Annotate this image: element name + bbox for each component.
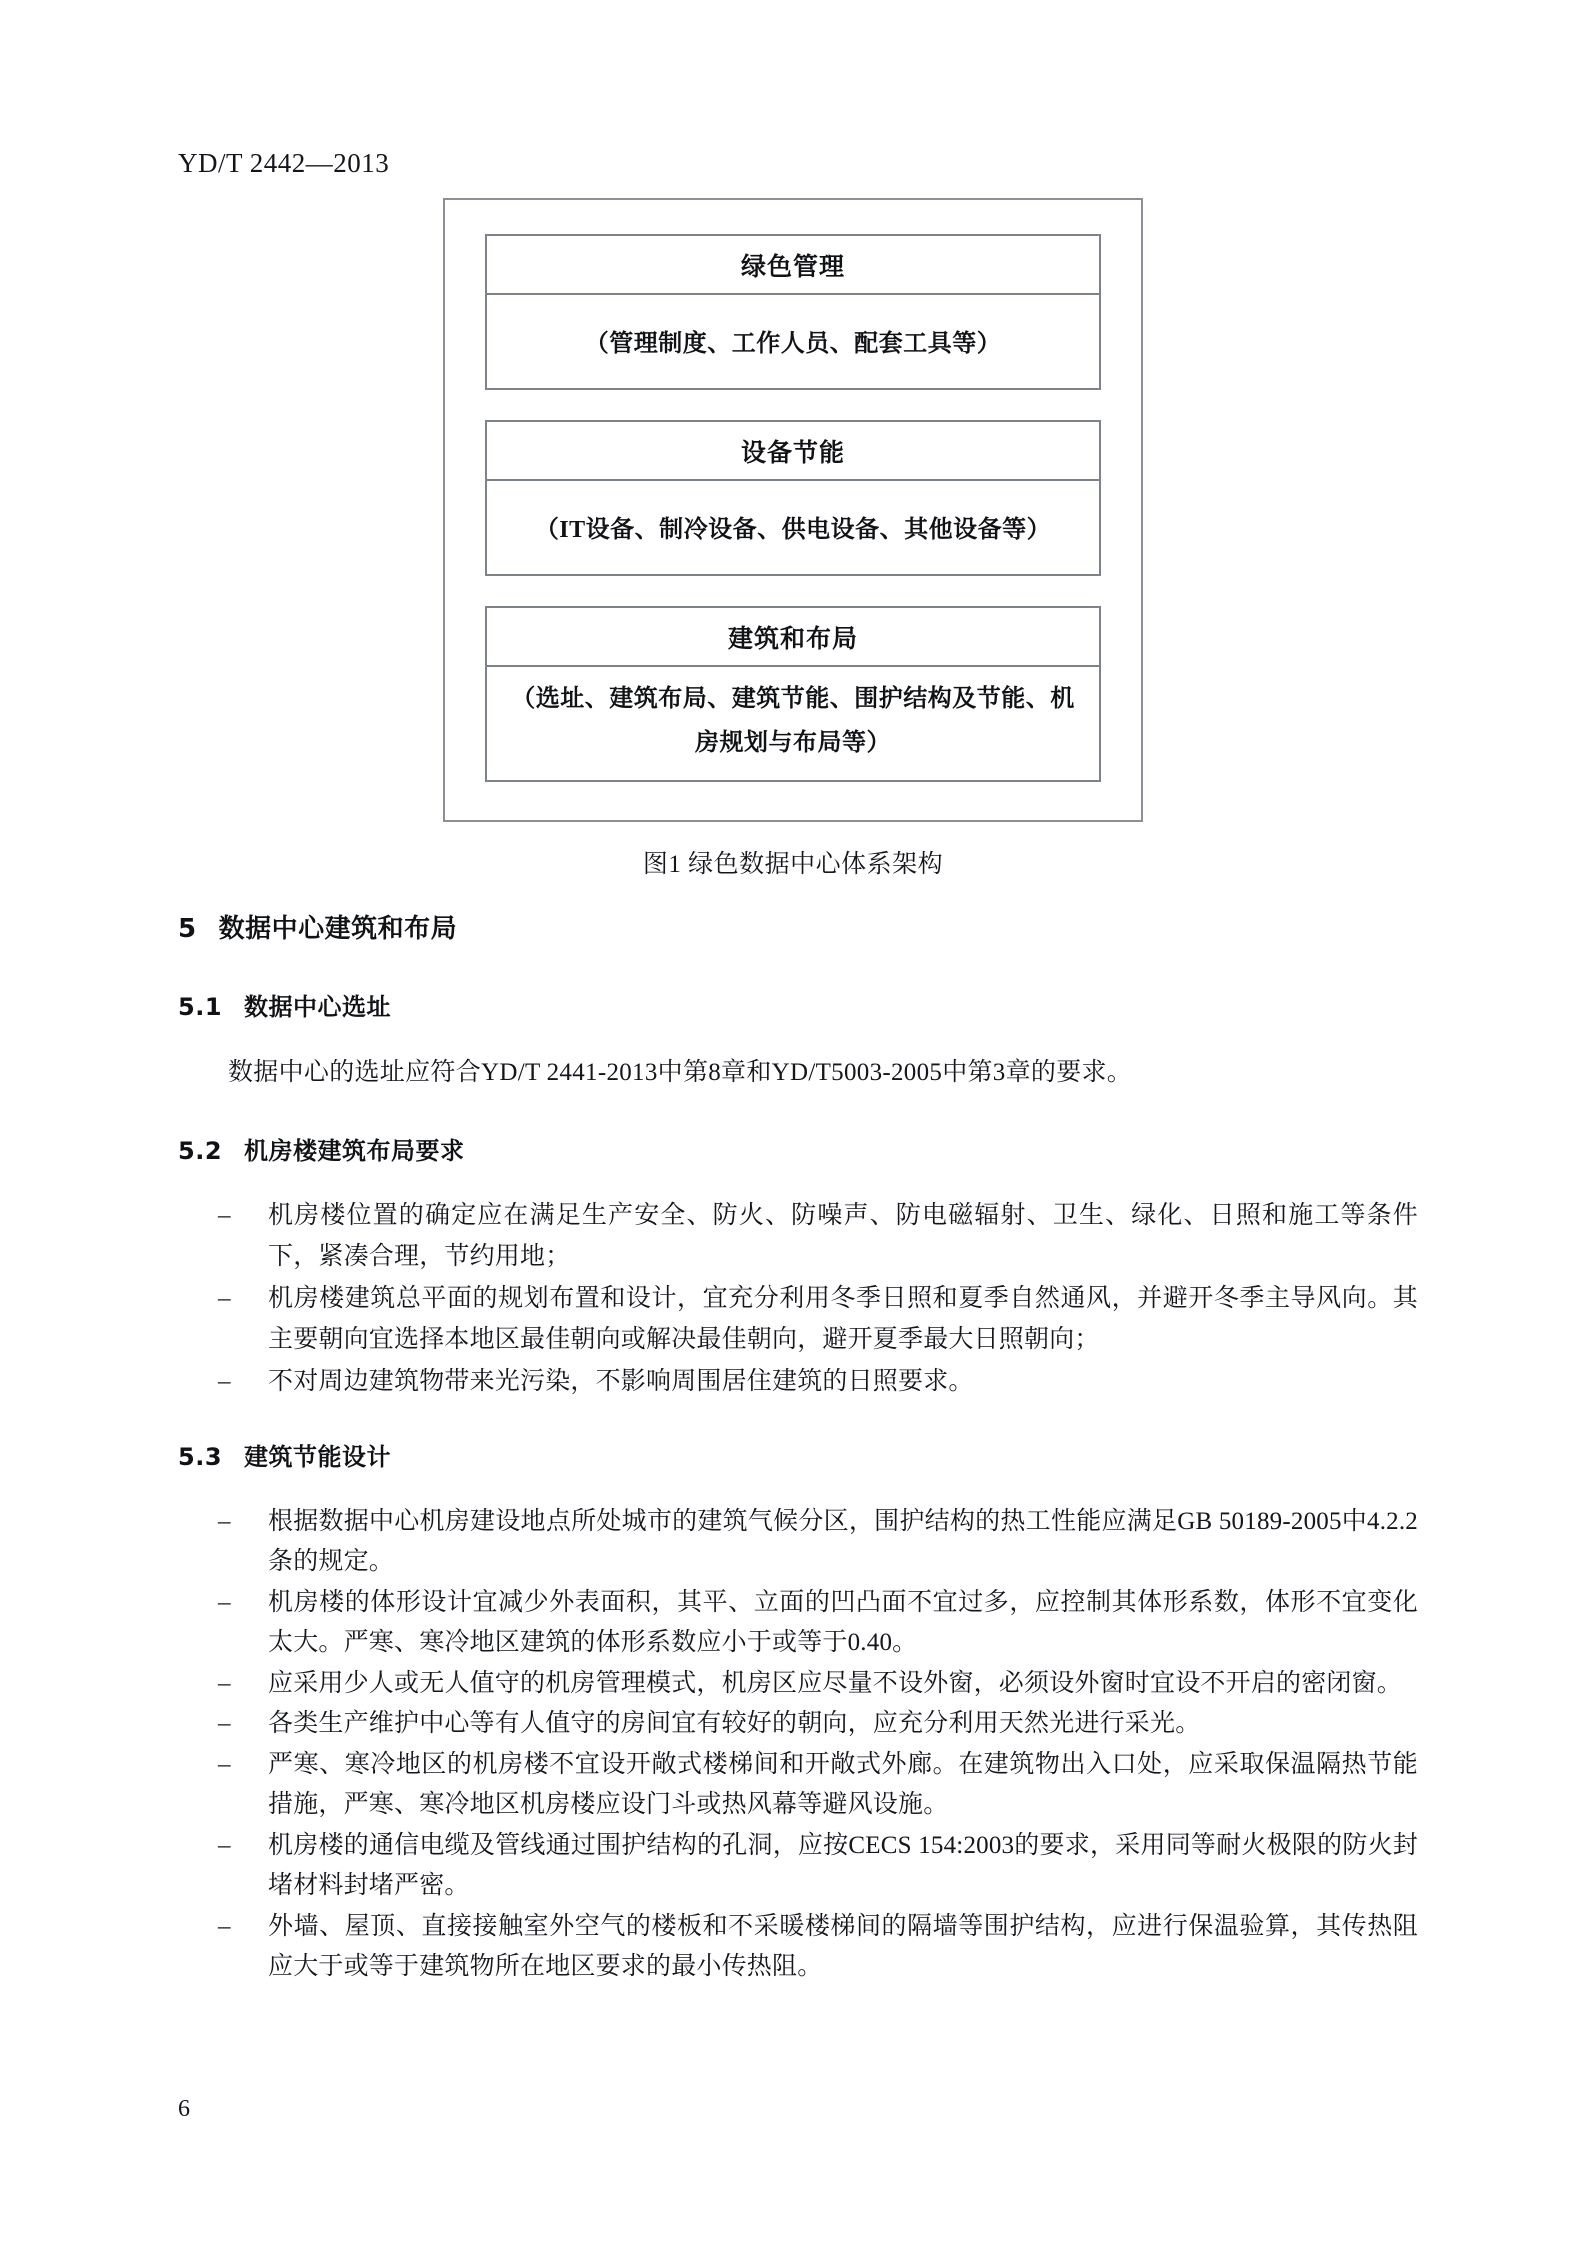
dash-bullet-icon: –	[218, 1202, 231, 1230]
list-item-text: 应采用少人或无人值守的机房管理模式，机房区应尽量不设外窗，必须设外窗时宜设不开启的密闭窗。	[268, 1669, 1403, 1697]
dash-bullet-icon: –	[218, 1669, 231, 1697]
dash-bullet-icon: –	[218, 1368, 231, 1396]
figure-box-title: 绿色管理	[487, 236, 1099, 295]
list-item-text: 不对周边建筑物带来光污染，不影响周围居住建筑的日照要求。	[268, 1368, 974, 1396]
section-number: 5.2	[178, 1137, 223, 1166]
figure-box-green-management	[485, 234, 1101, 390]
figure-box-body	[487, 667, 1099, 780]
figure-box-equipment-energy-saving	[485, 420, 1101, 576]
list-item-text: 机房楼建筑总平面的规划布置和设计，宜充分利用冬季日照和夏季自然通风，并避开冬季主导风向。其主要朝向宜选择本地区最佳朝向或解决最佳朝向，避开夏季最大日照朝向；	[268, 1285, 1418, 1353]
document-body	[178, 908, 1418, 2022]
list-item	[178, 1745, 1418, 1826]
dash-bullet-icon: –	[218, 1588, 231, 1616]
figure-box-body: （管理制度、工作人员、配套工具等）	[584, 331, 1002, 357]
list-item-text: 外墙、屋顶、直接接触室外空气的楼板和不采暖楼梯间的隔墙等围护结构，应进行保温验算，其传热阻应大于或等于建筑物所在地区要求的最小传热阻。	[268, 1912, 1418, 1981]
figure-box-building-and-layout	[485, 606, 1101, 782]
list-item	[178, 1583, 1418, 1664]
list-item-text: 根据数据中心机房建设地点所处城市的建筑气候分区，围护结构的热工性能应满足GB 50189-2005中4.2.2条的规定。	[268, 1507, 1418, 1576]
section-number: 5.1	[178, 993, 223, 1021]
section-number: 5.3	[178, 1442, 223, 1471]
section-heading-5-2	[178, 1131, 1418, 1166]
section-5-1-paragraph: 数据中心的选址应符合YD/T 2441-2013中第8章和YD/T5003-2005中第3章的要求。	[228, 1059, 1133, 1086]
section-title: 建筑节能设计	[244, 1442, 392, 1471]
section-5-3-bullet-list	[178, 1502, 1418, 1988]
section-5-2-bullet-list	[178, 1196, 1418, 1403]
list-item-text: 机房楼的通信电缆及管线通过围护结构的孔洞，应按CECS 154:2003的要求，采用同等耐火极限的防火封堵材料封堵严密。	[268, 1831, 1418, 1900]
figure-outer-frame	[443, 198, 1143, 822]
list-item-text: 严寒、寒冷地区的机房楼不宜设开敞式楼梯间和开敞式外廊。在建筑物出入口处，应采取保温隔热节能措施，严寒、寒冷地区机房楼应设门斗或热风幕等避风设施。	[268, 1750, 1418, 1819]
list-item	[178, 1664, 1418, 1705]
section-heading-5	[178, 908, 1418, 945]
section-title: 机房楼建筑布局要求	[244, 1137, 465, 1166]
list-item	[178, 1907, 1418, 1988]
list-item	[178, 1704, 1418, 1745]
section-heading-5-3	[178, 1437, 1418, 1472]
list-item-text: 机房楼的体形设计宜减少外表面积，其平、立面的凹凸面不宜过多，应控制其体形系数，体形不宜变化太大。严寒、寒冷地区建筑的体形系数应小于或等于0.40。	[268, 1588, 1418, 1657]
list-item	[178, 1502, 1418, 1583]
dash-bullet-icon: –	[218, 1285, 231, 1313]
figure-box-title: 设备节能	[487, 422, 1099, 481]
list-item	[178, 1279, 1418, 1360]
section-heading-5-1	[178, 987, 1418, 1022]
dash-bullet-icon: –	[218, 1750, 231, 1778]
figure-box-body-line: （选址、建筑布局、建筑节能、围护结构及节能、机	[511, 686, 1075, 712]
list-item	[178, 1826, 1418, 1907]
dash-bullet-icon: –	[218, 1710, 231, 1738]
page-number: 6	[178, 2096, 190, 2122]
figure-caption: 图1 绿色数据中心体系架构	[642, 850, 944, 878]
figure-box-body: （IT设备、制冷设备、供电设备、其他设备等）	[534, 517, 1052, 543]
dash-bullet-icon: –	[218, 1507, 231, 1535]
figure-box-body-line: 房规划与布局等）	[695, 730, 891, 757]
figure-box-title: 建筑和布局	[487, 608, 1099, 667]
list-item	[178, 1362, 1418, 1403]
section-title: 数据中心建筑和布局	[218, 914, 458, 944]
section-number: 5	[178, 914, 197, 944]
figure-1	[0, 198, 1586, 880]
list-item-text: 各类生产维护中心等有人值守的房间宜有较好的朝向，应充分利用天然光进行采光。	[268, 1710, 1201, 1738]
list-item	[178, 1196, 1418, 1277]
dash-bullet-icon: –	[218, 1912, 231, 1940]
running-header-standard-id: YD/T 2442—2013	[178, 148, 390, 178]
section-title: 数据中心选址	[244, 993, 392, 1021]
list-item-text: 机房楼位置的确定应在满足生产安全、防火、防噪声、防电磁辐射、卫生、绿化、日照和施工等条件下，紧凑合理，节约用地；	[268, 1202, 1418, 1270]
dash-bullet-icon: –	[218, 1831, 231, 1859]
